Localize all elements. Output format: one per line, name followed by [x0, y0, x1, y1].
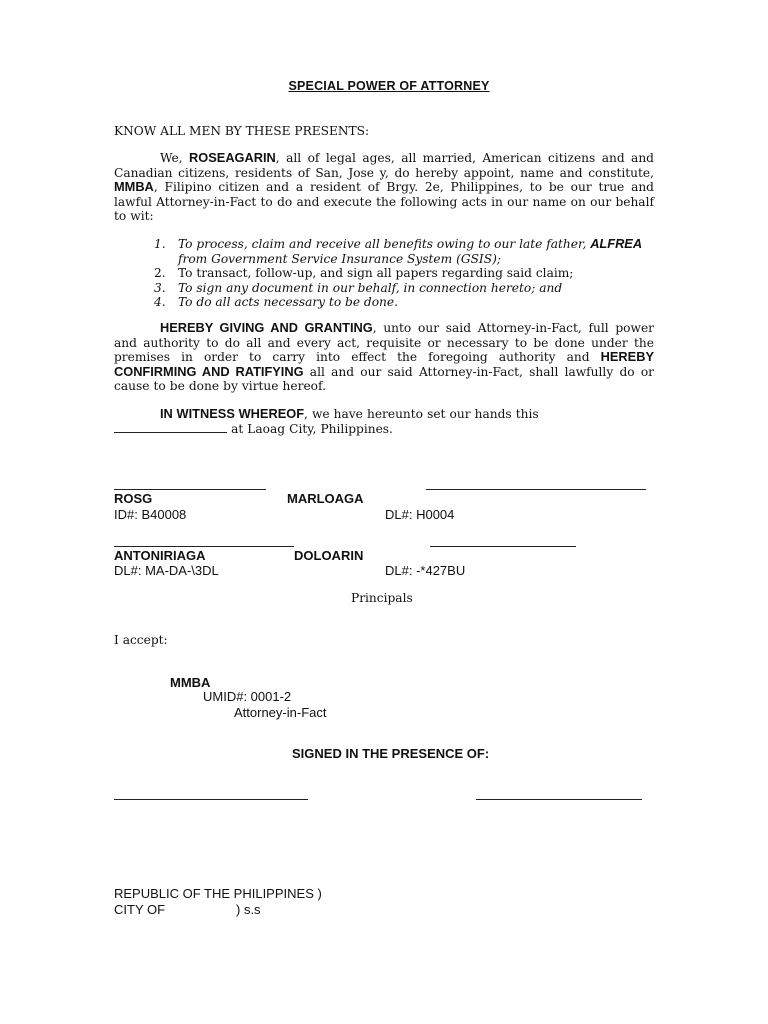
principals-label: Principals — [351, 591, 413, 605]
list-item-text: To transact, follow-up, and sign all papers regarding said claim; — [178, 266, 574, 281]
signatory-2-id: DL#: H0004 — [385, 507, 455, 522]
p3-text-1: , we have hereunto set our hands this — [304, 407, 539, 421]
signature-line-3 — [114, 546, 294, 547]
list-item — [154, 266, 654, 281]
p3-text-2: at Laoag City, Philippines. — [227, 421, 393, 436]
opening-line: KNOW ALL MEN BY THESE PRESENTS: — [114, 124, 370, 138]
list-number: 4. — [154, 295, 166, 310]
signature-line-1 — [114, 489, 266, 490]
witness-paragraph — [114, 407, 654, 436]
signature-line-4 — [430, 546, 576, 547]
p1-text-3: , Filipino citizen and a resident of Brgy. 2e, Philippines, to be our true and lawful Attorney-in-Fact to do and execute the following acts in our name on our behalf to wit: — [114, 180, 654, 224]
accept-label: I accept: — [114, 633, 168, 647]
list-item — [154, 295, 654, 310]
document-title: SPECIAL POWER OF ATTORNEY — [288, 79, 490, 93]
ack-ss: ) s.s — [236, 902, 261, 917]
list-item-text: To process, claim and receive all benefits owing to our late father, — [178, 237, 591, 251]
granting-heading: HEREBY GIVING AND GRANTING — [160, 320, 373, 335]
attorney-name: MMBA — [114, 179, 154, 195]
signature-line-2 — [426, 489, 646, 490]
list-item — [154, 281, 654, 296]
list-item-text: To sign any document in our behalf, in connection hereto; and — [178, 280, 563, 295]
signatory-2-name: MARLOAGA — [287, 491, 364, 506]
p1-text-1: We, — [160, 151, 190, 165]
presence-heading: SIGNED IN THE PRESENCE OF: — [292, 746, 490, 761]
attorney-umid: UMID#: 0001-2 — [203, 689, 292, 704]
signatory-4-id: DL#: -*427BU — [385, 563, 466, 578]
list-item-text: To do all acts necessary to be done. — [178, 295, 398, 310]
ack-city: CITY OF — [114, 902, 166, 917]
witness-heading: IN WITNESS WHEREOF — [160, 406, 305, 421]
acts-list — [154, 237, 654, 310]
signatory-1-id: ID#: B40008 — [114, 507, 187, 522]
p2-text-1: , unto our said Attorney-in-Fact, full power and authority to do all and every act, requisite or necessary to be done under the premises in order to carry into effect the foregoing authority and — [114, 321, 654, 365]
date-blank-line — [114, 422, 227, 433]
appointment-paragraph — [114, 151, 654, 224]
witness-line-1 — [114, 799, 308, 800]
signatory-3-id: DL#: MA-DA-\3DL — [114, 563, 219, 578]
list-number: 3. — [154, 280, 166, 295]
list-number: 1. — [154, 237, 166, 251]
signatory-1-name: ROSG — [114, 491, 153, 506]
ack-country: REPUBLIC OF THE PHILIPPINES ) — [114, 886, 322, 901]
father-name: ALFREA — [590, 236, 643, 251]
signatory-4-name: DOLOARIN — [294, 548, 364, 563]
granting-paragraph — [114, 321, 654, 394]
witness-line-2 — [476, 799, 642, 800]
principals-name: ROSEAGARIN — [189, 150, 276, 165]
list-item — [154, 237, 654, 266]
p1-text-2: , all of legal ages, all married, American citizens and and Canadian citizens, residents of San, Jose y, do hereby appoint, name and constitute, — [114, 151, 654, 180]
confirming-heading: HEREBY CONFIRMING AND RATIFYING — [114, 349, 654, 379]
list-number: 2. — [154, 266, 166, 281]
p2-text-2: all and our said Attorney-in-Fact, shall lawfully do or cause to be done by virtue hereof. — [114, 364, 654, 394]
signatory-3-name: ANTONIRIAGA — [114, 548, 206, 563]
list-item-text: from Government Service Insurance System (GSIS); — [178, 251, 501, 266]
attorney-signature-name: MMBA — [170, 675, 211, 690]
attorney-role: Attorney-in-Fact — [234, 705, 327, 720]
